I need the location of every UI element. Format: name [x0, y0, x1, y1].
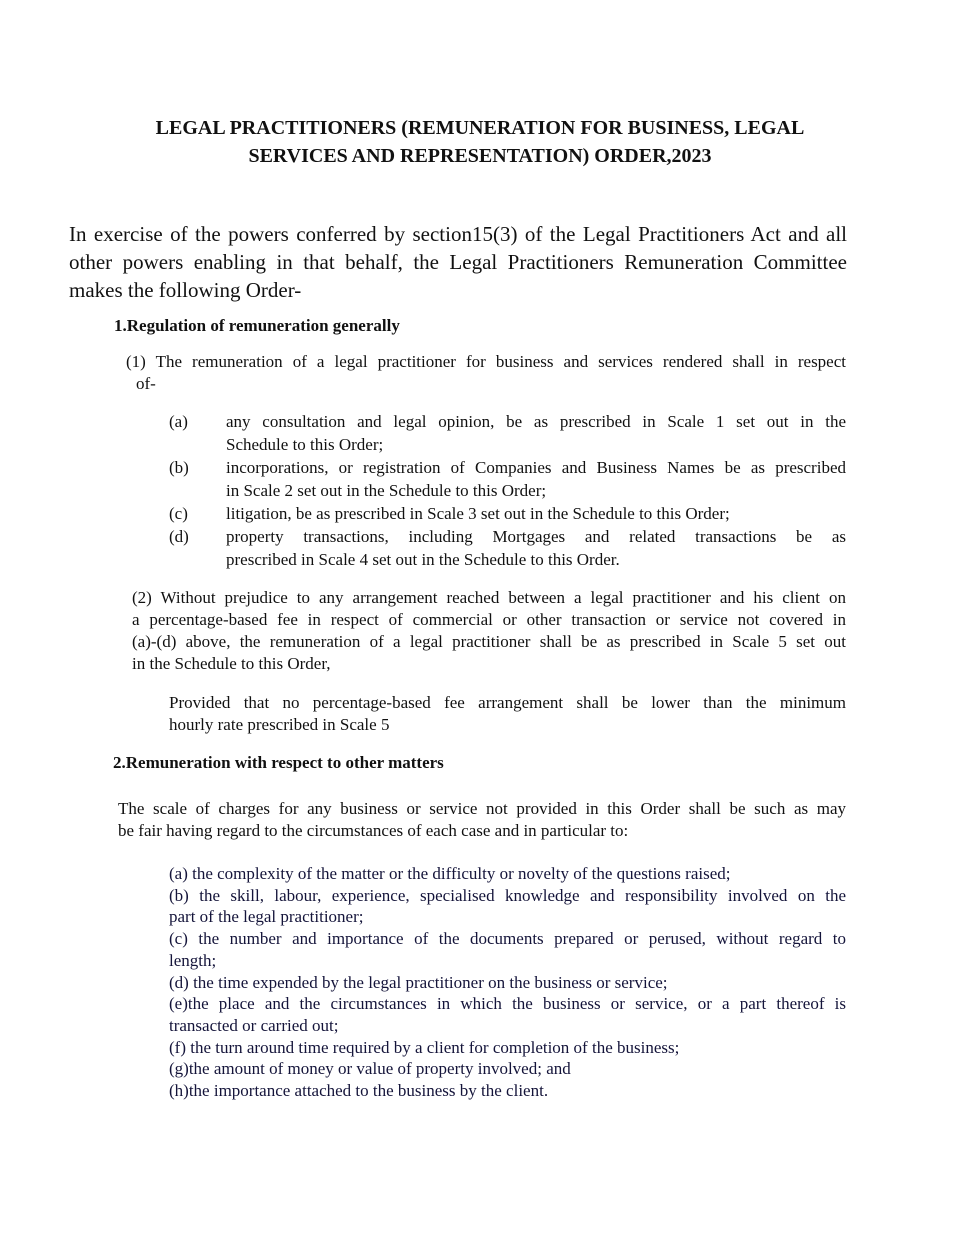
- proviso-line: Provided that no percentage-based fee arrangement shall be lower than the minimum: [169, 693, 846, 712]
- intro-line: makes the following Order-: [69, 278, 302, 302]
- item-label: (a): [169, 412, 188, 431]
- proviso-line: hourly rate prescribed in Scale 5: [169, 715, 390, 734]
- list-item: [169, 502, 846, 525]
- document-title: [90, 114, 870, 170]
- matter-line: (e)the place and the circumstances in which the business or service, or a part thereof is: [169, 994, 846, 1014]
- intro-paragraph: [69, 220, 847, 304]
- section-1-heading: 1.Regulation of remuneration generally: [114, 316, 400, 335]
- item-label: (c): [169, 504, 188, 523]
- list-item: [169, 972, 846, 994]
- item-line: prescribed in Scale 4 set out in the Schedule to this Order.: [226, 550, 620, 569]
- list-item: [169, 1080, 846, 1102]
- item-line: Schedule to this Order;: [226, 435, 384, 454]
- scale-items-list: [169, 410, 846, 571]
- subsection-line: (a)-(d) above, the remuneration of a legal practitioner shall be as prescribed in Scale 5 set out: [132, 632, 846, 651]
- matter-line: (g)the amount of money or value of property involved; and: [169, 1059, 571, 1079]
- item-line: property transactions, including Mortgages and related transactions be as: [226, 527, 846, 546]
- matter-line: (c) the number and importance of the documents prepared or perused, without regard to: [169, 929, 846, 949]
- item-line: in Scale 2 set out in the Schedule to this Order;: [226, 481, 547, 500]
- item-line: any consultation and legal opinion, be as prescribed in Scale 1 set out in the: [226, 412, 846, 431]
- matter-line: part of the legal practitioner;: [169, 907, 364, 927]
- intro-line: In exercise of the powers conferred by section15(3) of the Legal Practitioners Act and all: [69, 222, 847, 246]
- title-line: LEGAL PRACTITIONERS (REMUNERATION FOR BUSINESS, LEGAL: [155, 117, 805, 139]
- list-item: [169, 885, 846, 928]
- matter-line: (b) the skill, labour, experience, specialised knowledge and responsibility involved on the: [169, 885, 846, 905]
- list-item: [169, 993, 846, 1036]
- item-text: [226, 410, 846, 456]
- subsection-line: (1) The remuneration of a legal practitioner for business and services rendered shall in respect: [126, 352, 846, 371]
- item-text: [226, 525, 846, 571]
- item-text: [226, 502, 846, 525]
- item-line: incorporations, or registration of Companies and Business Names be as prescribed: [226, 458, 846, 477]
- matter-line: (a) the complexity of the matter or the difficulty or novelty of the questions raised;: [169, 864, 731, 883]
- subsection-1: [126, 351, 846, 395]
- list-item: [169, 456, 846, 502]
- list-item: [169, 928, 846, 971]
- list-item: [169, 863, 846, 885]
- subsection-2: [132, 587, 846, 675]
- section-2-intro-line: The scale of charges for any business or service not provided in this Order shall be such as may: [118, 799, 846, 818]
- subsection-line: in the Schedule to this Order,: [132, 654, 331, 673]
- section-2-intro: [118, 798, 846, 842]
- matter-line: (f) the turn around time required by a client for completion of the business;: [169, 1037, 680, 1057]
- item-line: litigation, be as prescribed in Scale 3 set out in the Schedule to this Order;: [226, 504, 730, 523]
- item-label: (d): [169, 527, 189, 546]
- intro-line: other powers enabling in that behalf, the Legal Practitioners Remuneration Committee: [69, 250, 847, 274]
- title-line: SERVICES AND REPRESENTATION) ORDER,2023: [248, 145, 712, 167]
- list-item: [169, 525, 846, 571]
- matters-list: [169, 863, 846, 1102]
- subsection-line: of-: [136, 374, 156, 393]
- item-label: (b): [169, 458, 189, 477]
- list-item: [169, 1058, 846, 1080]
- section-2-heading: 2.Remuneration with respect to other matters: [113, 753, 444, 772]
- item-text: [226, 456, 846, 502]
- list-item: [169, 1037, 846, 1059]
- matter-line: length;: [169, 950, 217, 970]
- subsection-line: a percentage-based fee in respect of commercial or other transaction or service not covered in: [132, 610, 846, 629]
- list-item: [169, 410, 846, 456]
- proviso-paragraph: [169, 692, 846, 736]
- matter-line: (h)the importance attached to the business by the client.: [169, 1081, 549, 1101]
- matter-line: (d) the time expended by the legal practitioner on the business or service;: [169, 972, 668, 992]
- matter-line: transacted or carried out;: [169, 1015, 339, 1035]
- subsection-line: (2) Without prejudice to any arrangement reached between a legal practitioner and his client on: [132, 588, 846, 607]
- section-2-intro-line: be fair having regard to the circumstances of each case and in particular to:: [118, 821, 629, 840]
